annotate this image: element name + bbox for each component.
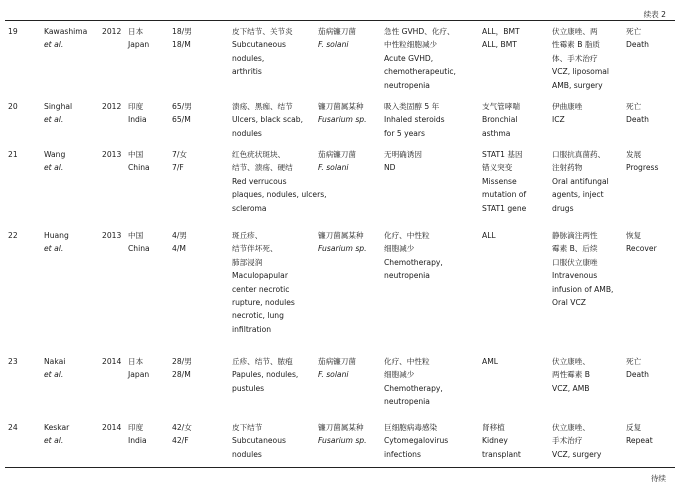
risk-factors-line: Chemotherapy, [384, 257, 443, 267]
pathogen-line: 茄病镰刀菌 [318, 150, 356, 159]
author-line: et al. [44, 436, 64, 446]
country-line: Japan [128, 40, 150, 50]
cell-year [102, 355, 121, 368]
cell-outcome [626, 25, 649, 52]
cell-underlying-disease [482, 25, 520, 52]
case-number-line: 21 [8, 150, 18, 159]
symptoms-line: pustules [232, 383, 265, 393]
cell-pathogen [318, 421, 367, 448]
author-line: Wang [44, 150, 66, 159]
underlying-disease-line: Bronchial [482, 115, 518, 125]
continued-label: 续表 2 [643, 10, 666, 19]
risk-factors-line: ND [384, 163, 396, 173]
country-line: 日本 [128, 27, 144, 36]
cell-author [44, 229, 69, 256]
underlying-disease-line: 肾移植 [482, 423, 505, 432]
symptoms-line: plaques, nodules, ulcers, [232, 190, 327, 200]
cell-pathogen [318, 25, 356, 52]
country-line: 印度 [128, 423, 144, 432]
outcome-line: 反复 [626, 423, 642, 432]
cell-risk-factors [384, 25, 456, 92]
risk-factors-line: neutropenia [384, 271, 430, 281]
age-sex-line: 18/男 [172, 27, 192, 36]
cell-case-number [8, 421, 18, 434]
risk-factors-line: 化疗、中性粒 [384, 231, 430, 240]
table-bottom-rule [5, 467, 675, 468]
risk-factors-line: 细胞减少 [384, 244, 415, 254]
cell-year [102, 421, 121, 434]
outcome-line: 恢复 [626, 231, 642, 240]
symptoms-line: Subcutaneous [232, 436, 286, 446]
treatment-line: 伊曲康唑 [552, 102, 583, 111]
cell-pathogen [318, 355, 356, 382]
cell-symptoms [232, 355, 298, 395]
cell-symptoms [232, 25, 293, 79]
cell-risk-factors [384, 355, 443, 409]
year-line: 2012 [102, 102, 122, 111]
pathogen-line: F. solani [318, 40, 349, 50]
symptoms-line: 结节伴坏死、 [232, 244, 278, 254]
cell-age-sex [172, 355, 192, 382]
cell-age-sex [172, 229, 187, 256]
country-line: India [128, 436, 147, 446]
author-line: Singhal [44, 102, 73, 111]
underlying-disease-line: ALL, BMT [482, 40, 517, 50]
cell-country [128, 355, 149, 382]
year-line: 2014 [102, 357, 122, 366]
country-line: China [128, 163, 150, 173]
author-line: Keskar [44, 423, 70, 432]
cell-risk-factors [384, 229, 443, 283]
pathogen-line: Fusarium sp. [318, 244, 367, 254]
cell-underlying-disease [482, 355, 498, 368]
year-line: 2014 [102, 423, 122, 432]
author-line: et al. [44, 244, 64, 254]
author-line: et al. [44, 163, 64, 173]
treatment-line: 伏立康唑、 [552, 423, 590, 432]
year-line: 2013 [102, 231, 122, 240]
cell-author [44, 100, 72, 127]
risk-factors-line: 化疗、中性粒 [384, 357, 430, 366]
underlying-disease-line: 错义突变 [482, 163, 513, 173]
pathogen-line: 茄病镰刀菌 [318, 27, 356, 36]
symptoms-line: 结节、溃疡、硬结 [232, 163, 293, 173]
country-line: 中国 [128, 231, 144, 240]
symptoms-line: 皮下结节 [232, 423, 263, 432]
country-line: 印度 [128, 102, 144, 111]
pathogen-line: 镰刀菌属某种 [318, 231, 364, 240]
risk-factors-line: Cytomegalovirus [384, 436, 449, 446]
underlying-disease-line: ALL，BMT [482, 27, 520, 36]
year-line: 2013 [102, 150, 122, 159]
pathogen-line: 镰刀菌属某种 [318, 102, 364, 111]
pathogen-line: F. solani [318, 370, 349, 380]
treatment-line: 霉素 B、后续 [552, 244, 598, 254]
cell-country [128, 148, 150, 175]
cell-risk-factors [384, 100, 445, 140]
symptoms-line: Subcutaneous [232, 40, 286, 50]
underlying-disease-line: AML [482, 357, 498, 366]
cell-symptoms [232, 100, 303, 140]
author-line: et al. [44, 115, 64, 125]
underlying-disease-line: mutation of [482, 190, 527, 200]
age-sex-line: 7/F [172, 163, 184, 173]
cell-underlying-disease [482, 148, 526, 215]
underlying-disease-line: 支气管哮喘 [482, 102, 520, 111]
age-sex-line: 4/男 [172, 231, 187, 240]
outcome-line: Death [626, 370, 649, 380]
symptoms-line: nodules [232, 449, 262, 459]
underlying-disease-line: transplant [482, 449, 521, 459]
cell-author [44, 421, 69, 448]
case-number-line: 22 [8, 231, 18, 240]
symptoms-line: 斑丘疹、 [232, 231, 263, 240]
cell-age-sex [172, 421, 192, 448]
cell-underlying-disease [482, 100, 520, 140]
outcome-line: Recover [626, 244, 657, 254]
author-line: et al. [44, 40, 64, 50]
age-sex-line: 18/M [172, 40, 191, 50]
cell-age-sex [172, 25, 192, 52]
cell-symptoms [232, 148, 327, 215]
cell-case-number [8, 100, 18, 113]
treatment-line: ICZ [552, 115, 565, 125]
underlying-disease-line: STAT1 基因 [482, 150, 523, 159]
treatment-line: 静脉滴注两性 [552, 231, 598, 240]
treatment-line: Oral VCZ [552, 297, 586, 307]
age-sex-line: 65/M [172, 115, 191, 125]
outcome-line: Death [626, 115, 649, 125]
age-sex-line: 42/F [172, 436, 189, 446]
pathogen-line: 茄病镰刀菌 [318, 357, 356, 366]
symptoms-line: 皮下结节、关节炎 [232, 27, 293, 36]
underlying-disease-line: ALL [482, 231, 496, 240]
symptoms-line: Maculopapular [232, 271, 288, 281]
treatment-line: AMB, surgery [552, 80, 603, 90]
treatment-line: 口服抗真菌药、 [552, 150, 606, 159]
symptoms-line: scleroma [232, 203, 267, 213]
symptoms-line: Ulcers, black scab, [232, 115, 304, 125]
outcome-line: Repeat [626, 436, 653, 446]
treatment-line: 体、手术治疗 [552, 53, 598, 63]
age-sex-line: 28/男 [172, 357, 192, 366]
cell-treatment [552, 421, 601, 461]
treatment-line: 手术治疗 [552, 436, 583, 446]
risk-factors-line: Chemotherapy, [384, 383, 443, 393]
cell-treatment [552, 355, 590, 395]
cell-symptoms [232, 421, 286, 461]
treatment-line: VCZ, liposomal [552, 67, 609, 77]
risk-factors-line: 急性 GVHD、化疗、 [384, 27, 455, 36]
treatment-line: Intravenous [552, 271, 598, 281]
cell-pathogen [318, 229, 367, 256]
case-number-line: 24 [8, 423, 18, 432]
author-line: Nakai [44, 357, 66, 366]
cell-case-number [8, 148, 18, 161]
cell-underlying-disease [482, 229, 496, 242]
cell-outcome [626, 421, 653, 448]
cell-outcome [626, 229, 657, 256]
symptoms-line: infiltration [232, 324, 272, 334]
treatment-line: 注射药物 [552, 163, 583, 173]
cell-year [102, 100, 121, 113]
age-sex-line: 28/M [172, 370, 191, 380]
risk-factors-line: 细胞减少 [384, 370, 415, 380]
pathogen-line: F. solani [318, 163, 349, 173]
underlying-disease-line: Kidney [482, 436, 508, 446]
year-line: 2012 [102, 27, 122, 36]
risk-factors-line: 巨细胞病毒感染 [384, 423, 438, 432]
outcome-line: Death [626, 40, 649, 50]
treatment-line: infusion of AMB, [552, 284, 614, 294]
treatment-line: drugs [552, 203, 574, 213]
risk-factors-line: neutropenia [384, 80, 430, 90]
country-line: India [128, 115, 147, 125]
symptoms-line: Papules, nodules, [232, 370, 299, 380]
outcome-line: 死亡 [626, 357, 642, 366]
risk-factors-line: for 5 years [384, 128, 425, 138]
treatment-line: 性霉素 B 脂质 [552, 40, 601, 50]
cell-outcome [626, 355, 649, 382]
risk-factors-line: 吸入类固醇 5 年 [384, 102, 440, 111]
cell-treatment [552, 148, 609, 215]
to-be-continued-label: 待续 [650, 474, 666, 483]
risk-factors-line: Acute GVHD, [384, 53, 434, 63]
symptoms-line: 肺部浸润 [232, 257, 263, 267]
cell-underlying-disease [482, 421, 521, 461]
treatment-line: agents, inject [552, 190, 604, 200]
treatment-line: 伏立康唑、两 [552, 27, 598, 36]
treatment-line: 两性霉素 B [552, 370, 590, 380]
cell-year [102, 148, 121, 161]
underlying-disease-line: STAT1 gene [482, 203, 527, 213]
age-sex-line: 7/女 [172, 150, 187, 159]
treatment-line: VCZ, AMB [552, 383, 590, 393]
cell-case-number [8, 25, 18, 38]
case-number-line: 23 [8, 357, 18, 366]
symptoms-line: rupture, nodules [232, 297, 295, 307]
case-number-line: 19 [8, 27, 18, 36]
cell-author [44, 148, 65, 175]
cell-country [128, 421, 147, 448]
author-line: et al. [44, 370, 64, 380]
treatment-line: Oral antifungal [552, 176, 609, 186]
cell-case-number [8, 229, 18, 242]
symptoms-line: center necrotic [232, 284, 290, 294]
cell-risk-factors [384, 148, 422, 175]
cell-age-sex [172, 100, 192, 127]
outcome-line: Progress [626, 163, 659, 173]
cell-pathogen [318, 148, 356, 175]
symptoms-line: Red verrucous [232, 176, 287, 186]
country-line: 日本 [128, 357, 144, 366]
symptoms-line: nodules, [232, 53, 265, 63]
outcome-line: 死亡 [626, 102, 642, 111]
treatment-line: VCZ, surgery [552, 449, 602, 459]
cell-country [128, 100, 147, 127]
author-line: Huang [44, 231, 69, 240]
risk-factors-line: 中性粒细胞减少 [384, 40, 438, 50]
treatment-line: 伏立康唑、 [552, 357, 590, 366]
age-sex-line: 65/男 [172, 102, 192, 111]
cell-country [128, 25, 149, 52]
cell-case-number [8, 355, 18, 368]
risk-factors-line: neutropenia [384, 397, 430, 407]
outcome-line: 发展 [626, 150, 642, 159]
symptoms-line: 红色疣状斑块、 [232, 150, 286, 159]
cell-year [102, 25, 121, 38]
cell-author [44, 355, 65, 382]
table-top-rule [5, 20, 675, 21]
country-line: China [128, 244, 150, 254]
treatment-line: 口服伏立康唑 [552, 257, 598, 267]
pathogen-line: 镰刀菌属某种 [318, 423, 364, 432]
outcome-line: 死亡 [626, 27, 642, 36]
case-number-line: 20 [8, 102, 18, 111]
symptoms-line: necrotic, lung [232, 311, 284, 321]
cell-age-sex [172, 148, 187, 175]
symptoms-line: nodules [232, 128, 262, 138]
age-sex-line: 4/M [172, 244, 186, 254]
cell-author [44, 25, 87, 52]
symptoms-line: 丘疹、结节、脓疱 [232, 357, 293, 366]
cell-treatment [552, 25, 609, 92]
underlying-disease-line: asthma [482, 128, 511, 138]
symptoms-line: 溃疡、黑痂、结节 [232, 102, 293, 111]
age-sex-line: 42/女 [172, 423, 192, 432]
cell-symptoms [232, 229, 295, 336]
cell-pathogen [318, 100, 367, 127]
country-line: 中国 [128, 150, 144, 159]
cell-treatment [552, 100, 582, 127]
cell-risk-factors [384, 421, 448, 461]
cell-treatment [552, 229, 613, 309]
cell-country [128, 229, 150, 256]
risk-factors-line: chemotherapeutic, [384, 67, 456, 77]
cell-outcome [626, 148, 658, 175]
underlying-disease-line: Missense [482, 176, 517, 186]
author-line: Kawashima [44, 27, 88, 36]
cell-year [102, 229, 121, 242]
risk-factors-line: 无明确诱因 [384, 150, 422, 159]
cell-outcome [626, 100, 649, 127]
pathogen-line: Fusarium sp. [318, 115, 367, 125]
risk-factors-line: infections [384, 449, 421, 459]
risk-factors-line: Inhaled steroids [384, 115, 445, 125]
symptoms-line: arthritis [232, 67, 262, 77]
pathogen-line: Fusarium sp. [318, 436, 367, 446]
country-line: Japan [128, 370, 150, 380]
